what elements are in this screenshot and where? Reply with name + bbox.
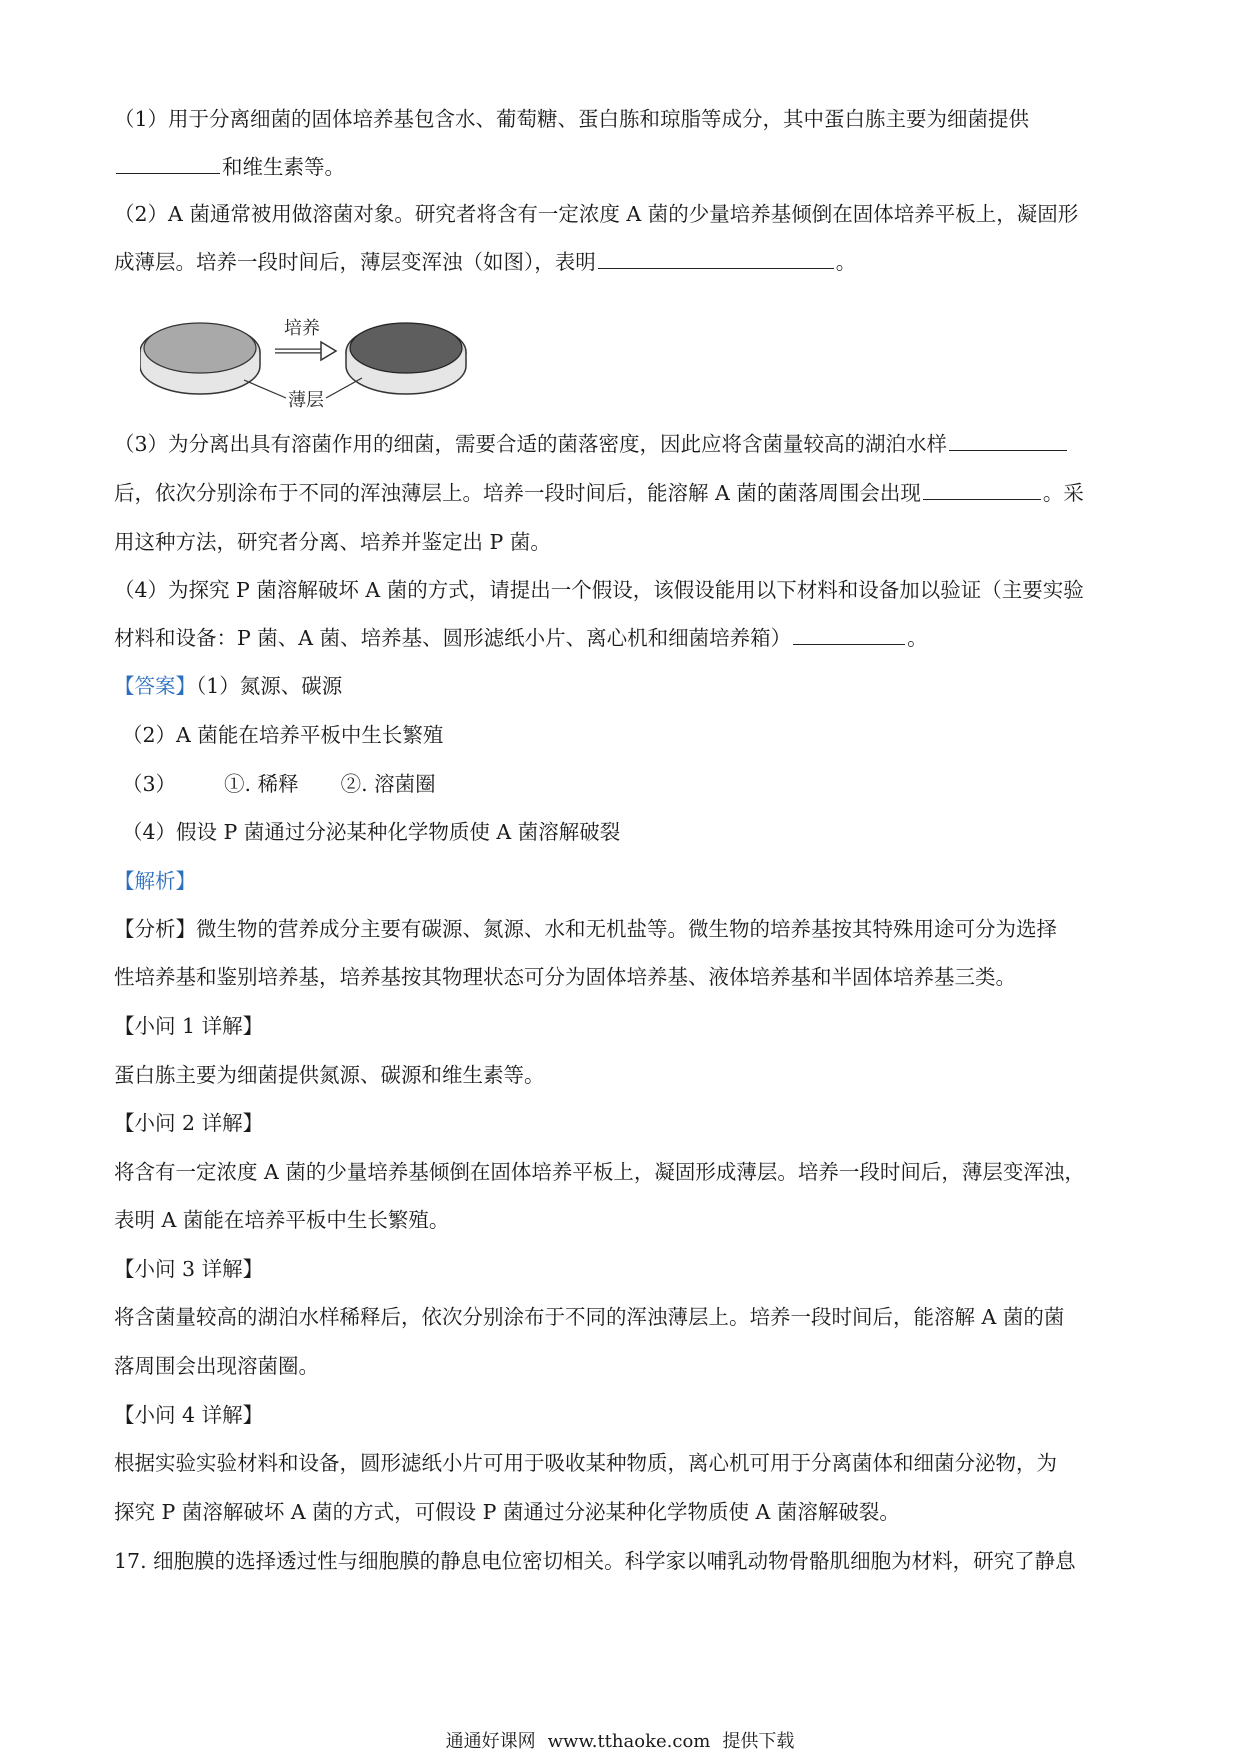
- analysis-tag: [114, 867, 1130, 895]
- answer-part3-num: （3）: [122, 772, 177, 796]
- leader-line: [326, 378, 362, 398]
- dish-after: [346, 323, 466, 394]
- q16-part3-line2-end: 。采: [1042, 481, 1084, 505]
- q17-line1: 17. 细胞膜的选择透过性与细胞膜的静息电位密切相关。科学家以哺乳动物骨骼肌细胞为材料，研究了静息: [114, 1549, 1076, 1573]
- answer-line1: [114, 672, 1130, 700]
- q16-part4-line2-end: 。: [907, 626, 928, 650]
- q16-part4-line2: [114, 624, 1130, 652]
- subquestion4-text2: 探究 P 菌溶解破坏 A 菌的方式，可假设 P 菌通过分泌某种化学物质使 A 菌溶解破裂。: [114, 1500, 900, 1524]
- subquestion4-title: 【小问 4 详解】: [114, 1403, 264, 1427]
- answer-blank: [598, 248, 834, 269]
- answer-part3: [122, 770, 1138, 798]
- footer-suffix: 提供下载: [722, 1731, 795, 1752]
- subquestion2-title: 【小问 2 详解】: [114, 1111, 264, 1135]
- leader-line: [244, 380, 286, 398]
- subquestion1-title: 【小问 1 详解】: [114, 1014, 264, 1038]
- q16-part1-line1: （1）用于分离细菌的固体培养基包含水、葡萄糖、蛋白胨和琼脂等成分，其中蛋白胨主要为细菌提供: [114, 107, 1030, 131]
- answer-blank: [116, 153, 220, 174]
- footer-site-name: 通通好课网: [445, 1731, 536, 1752]
- q16-part2-line2: [114, 248, 1130, 276]
- answer-part4: （4）假设 P 菌通过分泌某种化学物质使 A 菌溶解破裂: [122, 820, 621, 844]
- subquestion3-title: 【小问 3 详解】: [114, 1257, 264, 1281]
- q16-part1-line2-text: 和维生素等。: [222, 155, 345, 179]
- figure-arrow-label: 培养: [284, 318, 320, 339]
- q16-part2-line2-text: 成薄层。培养一段时间后，薄层变浑浊（如图），表明: [114, 250, 596, 274]
- answer-part2: （2）A 菌能在培养平板中生长繁殖: [122, 723, 444, 747]
- answer-blank: [793, 624, 905, 645]
- analysis-tag-text: 【解析】: [114, 869, 196, 893]
- q16-part4-line1: （4）为探究 P 菌溶解破坏 A 菌的方式，请提出一个假设，该假设能用以下材料和设备加以验证（主要实验: [114, 578, 1084, 602]
- q16-part4-line2-text: 材料和设备：P 菌、A 菌、培养基、圆形滤纸小片、离心机和细菌培养箱）: [114, 626, 792, 650]
- answer-blank: [923, 479, 1041, 500]
- answer-part3-option1: ①. 稀释: [224, 772, 299, 796]
- q16-part3-line1: [114, 430, 1130, 458]
- subquestion2-text2: 表明 A 菌能在培养平板中生长繁殖。: [114, 1208, 450, 1232]
- q16-part3-line1-text: （3）为分离出具有溶菌作用的细菌，需要合适的菌落密度，因此应将含菌量较高的湖泊水样: [114, 432, 948, 456]
- answer-part1: （1）氮源、碳源: [196, 674, 343, 698]
- q16-part2-line2-end: 。: [835, 250, 857, 274]
- answer-part3-option2: ②. 溶菌圈: [340, 772, 436, 796]
- q16-part3-line2: [114, 479, 1130, 507]
- subquestion3-text1: 将含菌量较高的湖泊水样稀释后，依次分别涂布于不同的浑浊薄层上。培养一段时间后，能溶解 A 菌的菌: [114, 1305, 1065, 1329]
- dish-before: [140, 323, 260, 394]
- subquestion1-text: 蛋白胨主要为细菌提供氮源、碳源和维生素等。: [114, 1063, 545, 1087]
- analysis-line1: 【分析】微生物的营养成分主要有碳源、氮源、水和无机盐等。微生物的培养基按其特殊用途可分为选择: [114, 917, 1057, 941]
- page-footer: [0, 1731, 1240, 1753]
- figure-layer-label: 薄层: [288, 390, 324, 410]
- petri-dish-figure: [140, 298, 480, 410]
- answer-blank: [949, 430, 1067, 451]
- q16-part3-line2-text: 后，依次分别涂布于不同的浑浊薄层上。培养一段时间后，能溶解 A 菌的菌落周围会出现: [114, 481, 921, 505]
- analysis-line2: 性培养基和鉴别培养基，培养基按其物理状态可分为固体培养基、液体培养基和半固体培养基三类。: [114, 965, 1016, 989]
- answer-tag: 【答案】: [114, 674, 196, 698]
- q16-part3-line3: 用这种方法，研究者分离、培养并鉴定出 P 菌。: [114, 530, 551, 554]
- subquestion2-text1: 将含有一定浓度 A 菌的少量培养基倾倒在固体培养平板上，凝固形成薄层。培养一段时间后，薄层变浑浊，: [114, 1160, 1085, 1184]
- footer-url[interactable]: www.tthaoke.com: [547, 1731, 711, 1752]
- arrow-icon: [275, 342, 336, 360]
- q16-part2-line1: （2）A 菌通常被用做溶菌对象。研究者将含有一定浓度 A 菌的少量培养基倾倒在固体培养平板上，凝固形: [114, 202, 1079, 226]
- subquestion4-text1: 根据实验实验材料和设备，圆形滤纸小片可用于吸收某种物质，离心机可用于分离菌体和细菌分泌物，为: [114, 1451, 1057, 1475]
- q16-part1-line2: [114, 153, 1130, 181]
- subquestion3-text2: 落周围会出现溶菌圈。: [114, 1354, 319, 1378]
